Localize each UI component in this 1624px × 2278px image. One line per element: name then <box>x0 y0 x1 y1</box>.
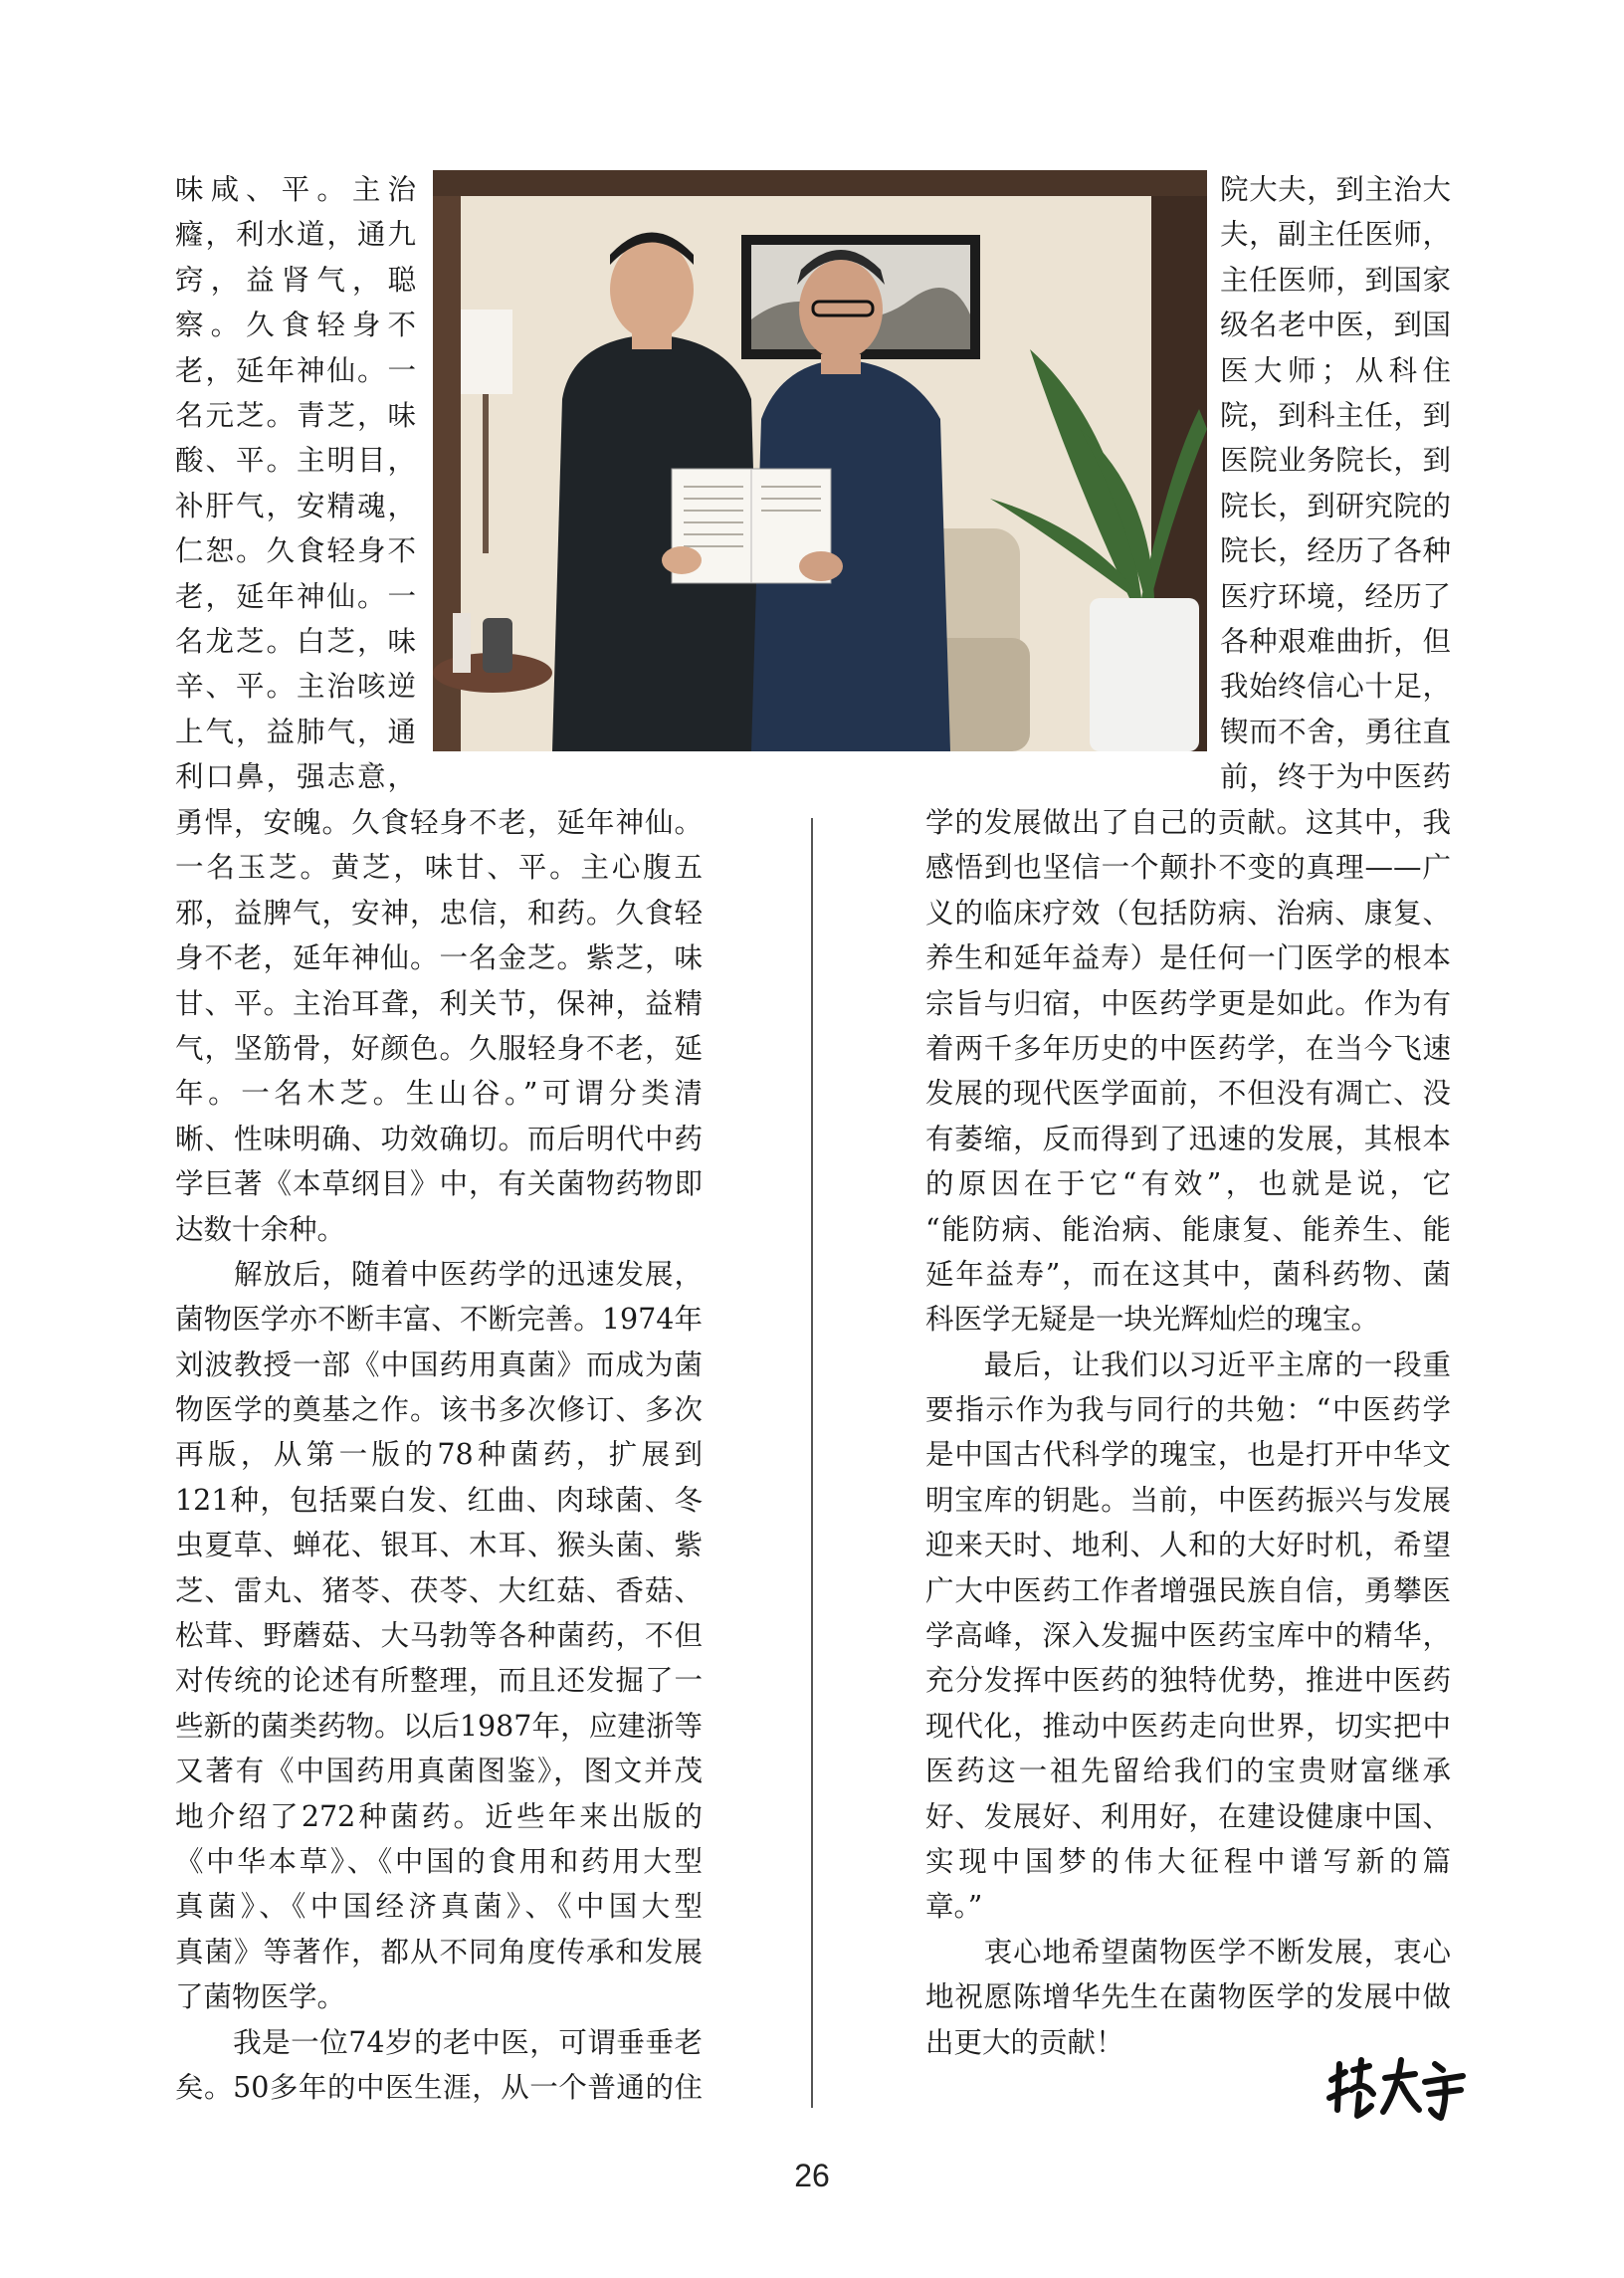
text-line: 上气，益肺气，通 <box>175 715 416 748</box>
text-line: 宗旨与归宿，中医药学更是如此。作为有 <box>925 986 1451 1020</box>
text-line: 好、发展好、利用好，在建设健康中国、 <box>925 1799 1451 1833</box>
text-line: 年。一名木芝。生山谷。”可谓分类清 <box>175 1077 703 1111</box>
text-line: 勇悍，安魄。久食轻身不老，延年神仙。 <box>175 806 703 839</box>
text-line: 医药这一祖先留给我们的宝贵财富继承 <box>925 1755 1451 1788</box>
text-line: 酸、平。主明目， <box>175 444 416 478</box>
text-line: 着两千多年历史的中医药学，在当今飞速 <box>925 1031 1451 1065</box>
text-line: 夫，副主任医师， <box>1220 218 1451 252</box>
text-line: 院，到科主任，到 <box>1220 398 1451 432</box>
text-line: 医院业务院长，到 <box>1220 444 1451 478</box>
text-line: 科医学无疑是一块光辉灿烂的瑰宝。 <box>925 1303 1380 1337</box>
text-line: 章。” <box>925 1890 983 1924</box>
text-line: 解放后，随着中医药学的迅速发展， <box>175 1257 703 1291</box>
text-line: 补肝气，安精魂， <box>175 489 416 522</box>
left-wrap-text <box>175 167 416 799</box>
text-line: 利口鼻，强志意， <box>175 760 416 794</box>
text-line: 一名玉芝。黄芝，味甘、平。主心腹五 <box>175 851 703 885</box>
text-line: 真菌》等著作，都从不同角度传承和发展 <box>175 1935 703 1968</box>
text-line: 名龙芝。白芝，味 <box>175 624 416 658</box>
text-line: 芝、雷丸、猪苓、茯苓、大红菇、香菇、 <box>175 1573 703 1607</box>
text-line: 菌物医学亦不断丰富、不断完善。1974年 <box>175 1303 703 1337</box>
text-line: 院大夫，到主治大 <box>1220 173 1451 206</box>
text-line: 晰、性味明确、功效确切。而后明代中药 <box>175 1122 703 1155</box>
text-line: 我始终信心十足， <box>1220 670 1451 704</box>
text-line: 级名老中医，到国 <box>1220 309 1451 342</box>
left-column-text <box>175 800 703 2110</box>
text-line: 是中国古代科学的瑰宝，也是打开中华文 <box>925 1438 1451 1472</box>
page-number: 26 <box>794 2158 830 2193</box>
text-line: 锲而不舍，勇往直 <box>1220 715 1451 748</box>
text-line: 医大师；从科住 <box>1220 353 1451 387</box>
text-line: 窍，益肾气，聪 <box>175 263 416 297</box>
text-line: 121种，包括粟白发、红曲、肉球菌、冬 <box>175 1483 703 1517</box>
text-line: “能防病、能治病、能康复、能养生、能 <box>925 1212 1451 1246</box>
text-line: 学的发展做出了自己的贡献。这其中，我 <box>925 806 1451 839</box>
right-column-text <box>925 800 1451 2065</box>
text-line: 延年益寿”，而在这其中，菌科药物、菌 <box>925 1257 1451 1291</box>
photo-two-men-holding-document <box>433 170 1207 751</box>
text-line: 再版，从第一版的78种菌药，扩展到 <box>175 1438 703 1472</box>
text-line: 学巨著《本草纲目》中，有关菌物药物即 <box>175 1167 703 1201</box>
text-line: 地祝愿陈增华先生在菌物医学的发展中做 <box>925 1980 1451 2014</box>
text-line: 甘、平。主治耳聋，利关节，保神，益精 <box>175 986 703 1020</box>
text-line: 些新的菌类药物。以后1987年，应建浙等 <box>175 1709 703 1743</box>
text-line: 气，坚筋骨，好颜色。久服轻身不老，延 <box>175 1031 703 1065</box>
text-line: 院长，到研究院的 <box>1220 489 1451 522</box>
text-line: 实现中国梦的伟大征程中谱写新的篇 <box>925 1844 1451 1878</box>
text-line: 虫夏草、蝉花、银耳、木耳、猴头菌、紫 <box>175 1529 703 1562</box>
text-line: 物医学的奠基之作。该书多次修订、多次 <box>175 1393 703 1427</box>
text-line: 地介绍了272种菌药。近些年来出版的 <box>175 1799 703 1833</box>
text-line: 达数十余种。 <box>175 1212 346 1246</box>
text-line: 辛、平。主治咳逆 <box>175 670 416 704</box>
text-line: 仁恕。久食轻身不 <box>175 534 416 568</box>
text-line: 察。久食轻身不 <box>175 309 416 342</box>
text-line: 主任医师，到国家 <box>1220 263 1451 297</box>
text-line: 感悟到也坚信一个颠扑不变的真理——广 <box>925 851 1451 885</box>
text-line: 邪，益脾气，安神，忠信，和药。久食轻 <box>175 896 703 930</box>
text-line: 名元芝。青芝，味 <box>175 398 416 432</box>
text-line: 广大中医药工作者增强民族自信，勇攀医 <box>925 1573 1451 1607</box>
text-line: 《中华本草》、《中国的食用和药用大型 <box>175 1844 703 1878</box>
text-line: 刘波教授一部《中国药用真菌》而成为菌 <box>175 1347 703 1381</box>
text-line: 出更大的贡献！ <box>925 2025 1124 2059</box>
text-line: 真菌》、《中国经济真菌》、《中国大型 <box>175 1890 703 1924</box>
column-divider <box>811 818 813 2108</box>
text-line: 又著有《中国药用真菌图鉴》，图文并茂 <box>175 1755 703 1788</box>
text-line: 前，终于为中医药 <box>1220 760 1451 794</box>
text-line: 松茸、野蘑菇、大马勃等各种菌药，不但 <box>175 1619 703 1653</box>
text-line: 的原因在于它“有效”，也就是说，它 <box>925 1167 1451 1201</box>
text-line: 矣。50多年的中医生涯，从一个普通的住 <box>175 2070 703 2104</box>
text-line: 味咸、平。主治 <box>175 173 416 206</box>
text-line: 明宝库的钥匙。当前，中医药振兴与发展 <box>925 1483 1451 1517</box>
text-line: 身不老，延年神仙。一名金芝。紫芝，味 <box>175 941 703 975</box>
text-line: 我是一位74岁的老中医，可谓垂垂老 <box>175 2025 703 2059</box>
handwritten-signature <box>1323 2050 1473 2130</box>
text-line: 现代化，推动中医药走向世界，切实把中 <box>925 1709 1451 1743</box>
text-line: 院长，经历了各种 <box>1220 534 1451 568</box>
text-line: 老，延年神仙。一 <box>175 353 416 387</box>
text-line: 有萎缩，反而得到了迅速的发展，其根本 <box>925 1122 1451 1155</box>
text-line: 迎来天时、地利、人和的大好时机，希望 <box>925 1529 1451 1562</box>
text-line: 义的临床疗效（包括防病、治病、康复、 <box>925 896 1451 930</box>
text-line: 了菌物医学。 <box>175 1980 346 2014</box>
text-line: 对传统的论述有所整理，而且还发掘了一 <box>175 1664 703 1698</box>
text-line: 衷心地希望菌物医学不断发展，衷心 <box>925 1935 1451 1968</box>
text-line: 要指示作为我与同行的共勉：“中医药学 <box>925 1393 1451 1427</box>
text-line: 学高峰，深入发掘中医药宝库中的精华， <box>925 1619 1451 1653</box>
text-line: 老，延年神仙。一 <box>175 579 416 613</box>
right-wrap-text <box>1220 167 1451 799</box>
text-line: 发展的现代医学面前，不但没有凋亡、没 <box>925 1077 1451 1111</box>
text-line: 充分发挥中医药的独特优势，推进中医药 <box>925 1664 1451 1698</box>
text-line: 最后，让我们以习近平主席的一段重 <box>925 1347 1451 1381</box>
text-line: 养生和延年益寿）是任何一门医学的根本 <box>925 941 1451 975</box>
text-line: 癃，利水道，通九 <box>175 218 416 252</box>
text-line: 各种艰难曲折，但 <box>1220 624 1451 658</box>
text-line: 医疗环境，经历了 <box>1220 579 1451 613</box>
